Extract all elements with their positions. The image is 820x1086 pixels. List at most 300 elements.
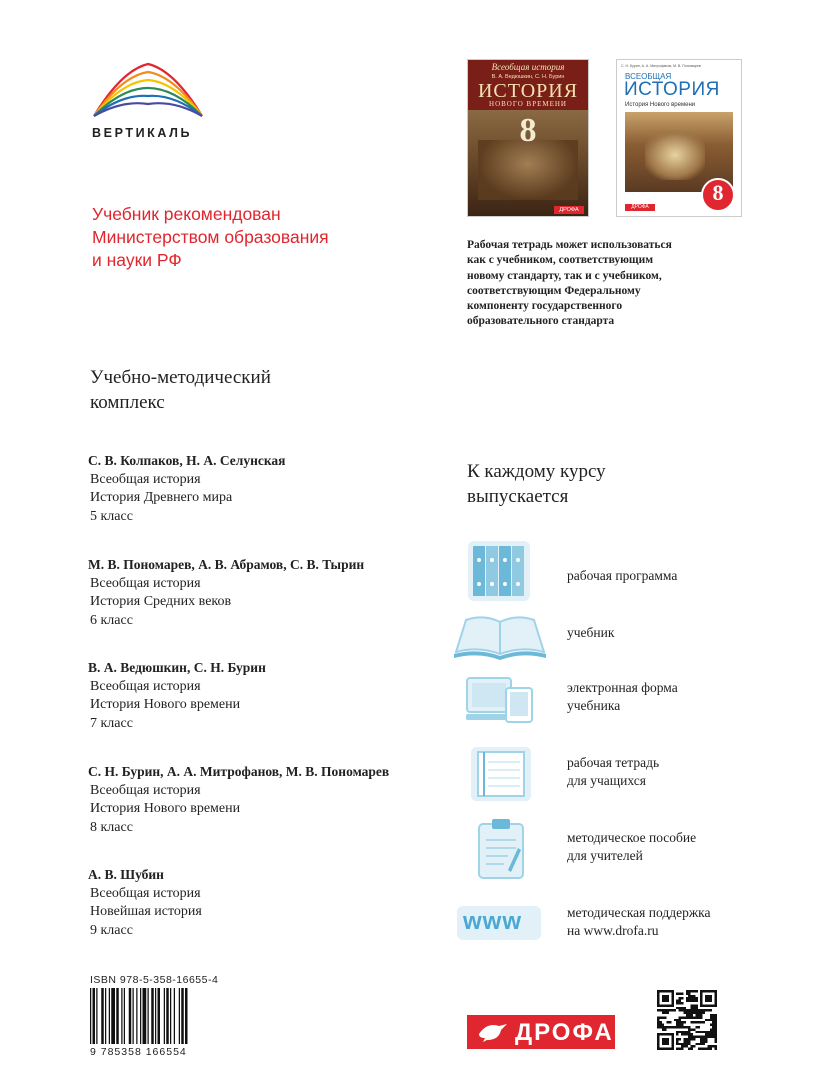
- cover2-title: ИСТОРИЯ: [624, 79, 720, 100]
- qr-module: [703, 1012, 705, 1014]
- cover1-publisher: ДРОФА: [554, 206, 584, 214]
- qr-module: [669, 1004, 671, 1006]
- barcode-bar: [124, 988, 125, 1044]
- course-grade: 5 класс: [90, 508, 133, 524]
- component-line: рабочая тетрадь: [567, 755, 660, 770]
- qr-module: [691, 1007, 693, 1009]
- qr-module: [712, 1033, 714, 1035]
- component-label: [567, 624, 767, 642]
- program-icon: [467, 540, 531, 602]
- barcode-bar: [140, 988, 141, 1044]
- course-subject: Всеобщая история: [90, 678, 201, 694]
- qr-module: [705, 995, 707, 997]
- qr-module: [659, 1033, 661, 1035]
- qr-module: [662, 1004, 664, 1006]
- qr-module: [691, 997, 693, 999]
- barcode: [90, 988, 222, 1044]
- qr-module: [679, 1043, 681, 1045]
- qr-module: [664, 1009, 666, 1011]
- qr-module: [703, 1048, 705, 1050]
- course-grade-5: [90, 452, 285, 526]
- qr-module: [712, 1026, 714, 1028]
- qr-module: [712, 990, 714, 992]
- qr-module: [688, 1043, 690, 1045]
- qr-module: [688, 1038, 690, 1040]
- qr-module: [700, 1043, 702, 1045]
- qr-module: [681, 992, 683, 994]
- component-line: на www.drofa.ru: [567, 923, 659, 938]
- qr-module: [703, 1021, 705, 1023]
- barcode-bar: [164, 988, 165, 1044]
- qr-module: [707, 1009, 709, 1011]
- qr-module: [715, 1024, 717, 1026]
- qr-module: [705, 1004, 707, 1006]
- qr-module: [715, 992, 717, 994]
- course-grade-6: [90, 556, 364, 630]
- qr-module: [671, 1004, 673, 1006]
- qr-module: [710, 997, 712, 999]
- qr-module: [657, 1024, 659, 1026]
- qr-module: [705, 1031, 707, 1033]
- qr-module: [695, 1004, 697, 1006]
- qr-module: [707, 1036, 709, 1038]
- qr-module: [700, 997, 702, 999]
- component-line: учебник: [567, 625, 615, 640]
- qr-module: [693, 1038, 695, 1040]
- qr-module: [664, 1012, 666, 1014]
- component-label: [567, 567, 767, 585]
- qr-module: [664, 1028, 666, 1030]
- qr-module: [671, 1033, 673, 1035]
- qr-module: [715, 1002, 717, 1004]
- cover2-subtitle: История Нового времени: [625, 102, 696, 108]
- cover1-title: ИСТОРИЯ: [477, 80, 579, 102]
- qr-module: [679, 1007, 681, 1009]
- cover1-subtitle: НОВОГО ВРЕМЕНИ: [489, 100, 567, 108]
- qr-module: [693, 1004, 695, 1006]
- qr-module: [657, 995, 659, 997]
- qr-module: [683, 1031, 685, 1033]
- qr-module: [657, 1026, 659, 1028]
- recommendation-line: и науки РФ: [92, 250, 182, 270]
- qr-module: [715, 1038, 717, 1040]
- each-course-heading: [467, 459, 727, 509]
- qr-module: [686, 1031, 688, 1033]
- qr-module: [688, 1026, 690, 1028]
- qr-module: [688, 1036, 690, 1038]
- barcode-bar: [96, 988, 97, 1044]
- qr-module: [667, 1009, 669, 1011]
- qr-module: [700, 1009, 702, 1011]
- qr-module: [700, 1021, 702, 1023]
- qr-module: [698, 1036, 700, 1038]
- qr-module: [700, 992, 702, 994]
- qr-module: [664, 1038, 666, 1040]
- qr-module: [657, 1021, 659, 1023]
- qr-module: [657, 997, 659, 999]
- qr-module: [705, 1038, 707, 1040]
- qr-module: [659, 1026, 661, 1028]
- course-title: История Древнего мира: [90, 490, 233, 505]
- qr-module: [710, 1033, 712, 1035]
- qr-module: [703, 1031, 705, 1033]
- qr-module: [693, 1021, 695, 1023]
- barcode-bar: [185, 988, 188, 1044]
- qr-module: [703, 1009, 705, 1011]
- qr-module: [695, 1012, 697, 1014]
- qr-module: [691, 1016, 693, 1018]
- qr-module: [715, 1028, 717, 1030]
- qr-module: [667, 1000, 669, 1002]
- barcode-bar: [133, 988, 134, 1044]
- qr-module: [676, 1024, 678, 1026]
- qr-module: [679, 1038, 681, 1040]
- qr-module: [707, 997, 709, 999]
- qr-code: [657, 990, 717, 1050]
- recommendation-line: Министерством образования: [92, 227, 329, 247]
- workbook-note: [467, 238, 757, 330]
- qr-module: [667, 1038, 669, 1040]
- qr-module: [676, 1033, 678, 1035]
- qr-module: [715, 1014, 717, 1016]
- qr-module: [664, 1048, 666, 1050]
- qr-module: [715, 997, 717, 999]
- qr-module: [707, 1045, 709, 1047]
- qr-module: [707, 995, 709, 997]
- qr-module: [657, 1040, 659, 1042]
- qr-module: [707, 1000, 709, 1002]
- qr-module: [691, 1012, 693, 1014]
- qr-module: [662, 1033, 664, 1035]
- course-title: История Нового времени: [90, 801, 241, 816]
- qr-module: [693, 990, 695, 992]
- note-line: Рабочая тетрадь может использоваться: [467, 239, 672, 251]
- devices-icon: [466, 676, 534, 724]
- qr-module: [676, 1019, 678, 1021]
- qr-module: [676, 1031, 678, 1033]
- qr-module: [674, 1009, 676, 1011]
- cover1-series: Всеобщая история: [491, 62, 565, 72]
- qr-module: [695, 1009, 697, 1011]
- qr-module: [710, 1000, 712, 1002]
- qr-module: [671, 1026, 673, 1028]
- qr-module: [657, 1004, 659, 1006]
- barcode-bar: [121, 988, 122, 1044]
- qr-module: [710, 1024, 712, 1026]
- qr-module: [662, 1026, 664, 1028]
- course-grade-9: [90, 866, 202, 940]
- course-grade: 8 класс: [90, 819, 133, 835]
- qr-module: [657, 1048, 659, 1050]
- component-line: методическое пособие: [567, 830, 697, 845]
- qr-module: [679, 1021, 681, 1023]
- clipboard-icon: [478, 818, 524, 880]
- qr-module: [707, 990, 709, 992]
- qr-module: [703, 990, 705, 992]
- course-grade: 6 класс: [90, 612, 133, 628]
- qr-module: [683, 1043, 685, 1045]
- qr-module: [657, 1019, 659, 1021]
- qr-module: [700, 1016, 702, 1018]
- qr-module: [659, 1024, 661, 1026]
- recommendation-text: [92, 203, 422, 272]
- course-authors: А. В. Шубин: [88, 867, 164, 882]
- qr-module: [715, 1036, 717, 1038]
- qr-module: [662, 995, 664, 997]
- qr-module: [707, 1031, 709, 1033]
- qr-module: [700, 1040, 702, 1042]
- qr-module: [669, 1048, 671, 1050]
- qr-module: [662, 1016, 664, 1018]
- qr-module: [691, 1033, 693, 1035]
- qr-module: [681, 1016, 683, 1018]
- qr-module: [705, 1009, 707, 1011]
- qr-module: [705, 1036, 707, 1038]
- qr-module: [664, 997, 666, 999]
- qr-module: [686, 1016, 688, 1018]
- qr-module: [686, 1043, 688, 1045]
- qr-module: [700, 995, 702, 997]
- qr-module: [671, 1009, 673, 1011]
- qr-module: [705, 997, 707, 999]
- qr-module: [671, 997, 673, 999]
- component-line: для учителей: [567, 848, 643, 863]
- qr-module: [683, 1045, 685, 1047]
- qr-module: [691, 990, 693, 992]
- qr-module: [676, 1021, 678, 1023]
- qr-module: [712, 1004, 714, 1006]
- qr-module: [710, 990, 712, 992]
- notebook-icon: [470, 746, 532, 802]
- qr-module: [686, 992, 688, 994]
- qr-module: [679, 997, 681, 999]
- qr-module: [691, 1036, 693, 1038]
- qr-module: [667, 995, 669, 997]
- qr-module: [683, 1007, 685, 1009]
- qr-module: [705, 990, 707, 992]
- qr-module: [688, 1040, 690, 1042]
- course-grade: 7 класс: [90, 715, 133, 731]
- qr-module: [707, 1019, 709, 1021]
- cover2-series: ВСЕОБЩАЯ: [625, 72, 672, 81]
- qr-module: [693, 1012, 695, 1014]
- qr-module: [693, 1016, 695, 1018]
- qr-module: [676, 992, 678, 994]
- isbn: ISBN 978-5-358-16655-4: [90, 974, 219, 986]
- qr-module: [679, 1031, 681, 1033]
- qr-module: [676, 1048, 678, 1050]
- qr-module: [693, 995, 695, 997]
- qr-module: [659, 1016, 661, 1018]
- component-line: рабочая программа: [567, 568, 678, 583]
- qr-module: [710, 1045, 712, 1047]
- qr-module: [715, 1031, 717, 1033]
- qr-module: [657, 1045, 659, 1047]
- component-label: [567, 754, 767, 790]
- qr-module: [688, 1048, 690, 1050]
- qr-module: [657, 1033, 659, 1035]
- note-line: новому стандарту, так и с учебником,: [467, 269, 662, 282]
- qr-module: [659, 1004, 661, 1006]
- qr-module: [662, 990, 664, 992]
- qr-module: [662, 1038, 664, 1040]
- qr-module: [686, 997, 688, 999]
- qr-module: [686, 990, 688, 992]
- qr-module: [679, 1026, 681, 1028]
- qr-module: [688, 992, 690, 994]
- qr-module: [657, 1038, 659, 1040]
- qr-module: [662, 1048, 664, 1050]
- qr-module: [700, 1048, 702, 1050]
- course-authors: В. А. Ведюшкин, С. Н. Бурин: [88, 660, 266, 675]
- qr-module: [657, 1016, 659, 1018]
- qr-module: [698, 1043, 700, 1045]
- qr-module: [657, 992, 659, 994]
- qr-module: [671, 1048, 673, 1050]
- qr-module: [715, 1016, 717, 1018]
- qr-module: [676, 1040, 678, 1042]
- qr-module: [662, 1000, 664, 1002]
- qr-module: [707, 1033, 709, 1035]
- qr-module: [698, 1012, 700, 1014]
- qr-module: [676, 1043, 678, 1045]
- component-label: [567, 679, 767, 715]
- qr-module: [681, 1007, 683, 1009]
- qr-module: [691, 995, 693, 997]
- qr-module: [657, 1009, 659, 1011]
- course-authors: М. В. Пономарев, А. В. Абрамов, С. В. Тырин: [88, 557, 365, 572]
- course-grade-8: [90, 763, 389, 837]
- qr-module: [703, 1036, 705, 1038]
- qr-module: [664, 990, 666, 992]
- course-grade-7: [90, 659, 266, 733]
- qr-module: [667, 1004, 669, 1006]
- barcode-bar: [181, 988, 184, 1044]
- qr-module: [710, 995, 712, 997]
- qr-module: [700, 1031, 702, 1033]
- qr-module: [688, 1033, 690, 1035]
- component-line: учебника: [567, 698, 621, 713]
- qr-module: [662, 1043, 664, 1045]
- qr-module: [715, 1045, 717, 1047]
- qr-module: [667, 1033, 669, 1035]
- note-line: компоненту государственного: [467, 300, 623, 313]
- qr-module: [703, 1040, 705, 1042]
- qr-module: [671, 995, 673, 997]
- qr-module: [676, 1038, 678, 1040]
- qr-module: [688, 1028, 690, 1030]
- barcode-bar: [158, 988, 161, 1044]
- barcode-bar: [93, 988, 96, 1044]
- qr-module: [683, 1009, 685, 1011]
- qr-module: [667, 1043, 669, 1045]
- qr-module: [671, 1002, 673, 1004]
- qr-module: [691, 1045, 693, 1047]
- qr-module: [712, 1019, 714, 1021]
- qr-module: [710, 1031, 712, 1033]
- qr-module: [664, 1004, 666, 1006]
- qr-module: [671, 1045, 673, 1047]
- qr-module: [715, 1000, 717, 1002]
- qr-module: [667, 990, 669, 992]
- qr-module: [683, 1012, 685, 1014]
- qr-module: [691, 1014, 693, 1016]
- qr-module: [703, 1038, 705, 1040]
- barcode-bar: [143, 988, 147, 1044]
- www-icon: [457, 906, 541, 940]
- qr-module: [676, 1026, 678, 1028]
- vertical-logo: [92, 58, 204, 120]
- qr-module: [698, 1016, 700, 1018]
- course-title: История Нового времени: [90, 697, 241, 712]
- barcode-bar: [111, 988, 115, 1044]
- qr-module: [662, 1040, 664, 1042]
- qr-module: [671, 1036, 673, 1038]
- qr-module: [712, 1021, 714, 1023]
- barcode-bar: [90, 988, 91, 1044]
- barcode-bar: [174, 988, 175, 1044]
- qr-module: [659, 1009, 661, 1011]
- qr-module: [671, 992, 673, 994]
- qr-module: [693, 1000, 695, 1002]
- qr-module: [667, 1012, 669, 1014]
- course-subject: Всеобщая история: [90, 782, 201, 798]
- qr-module: [664, 1033, 666, 1035]
- qr-module: [705, 1040, 707, 1042]
- qr-module: [700, 990, 702, 992]
- qr-module: [700, 1036, 702, 1038]
- qr-module: [712, 1014, 714, 1016]
- qr-module: [703, 1043, 705, 1045]
- qr-module: [693, 1036, 695, 1038]
- qr-module: [669, 990, 671, 992]
- qr-module: [695, 990, 697, 992]
- each-course-line: К каждому курсу: [467, 461, 606, 482]
- barcode-bar: [101, 988, 104, 1044]
- qr-module: [664, 1040, 666, 1042]
- qr-module: [712, 1028, 714, 1030]
- cover2-grade: 8: [712, 180, 724, 205]
- qr-module: [657, 1000, 659, 1002]
- qr-module: [681, 1002, 683, 1004]
- qr-module: [686, 1038, 688, 1040]
- qr-module: [688, 997, 690, 999]
- barcode-bar: [129, 988, 132, 1044]
- qr-module: [683, 1038, 685, 1040]
- course-grade: 9 класс: [90, 922, 133, 938]
- qr-module: [705, 1000, 707, 1002]
- qr-module: [695, 1043, 697, 1045]
- book-icon: [452, 612, 548, 660]
- qr-module: [679, 1024, 681, 1026]
- qr-module: [671, 990, 673, 992]
- qr-module: [662, 1009, 664, 1011]
- barcode-bar: [105, 988, 106, 1044]
- qr-module: [679, 1002, 681, 1004]
- qr-module: [698, 1048, 700, 1050]
- qr-module: [686, 1012, 688, 1014]
- qr-module: [691, 1048, 693, 1050]
- barcode-number: 9 785358 166554: [90, 1046, 187, 1058]
- publisher-logo: [467, 1015, 615, 1049]
- course-authors: С. Н. Бурин, А. А. Митрофанов, М. В. Пономарев: [88, 764, 390, 779]
- barcode-bar: [116, 988, 119, 1044]
- qr-module: [669, 1009, 671, 1011]
- qr-module: [664, 995, 666, 997]
- qr-module: [683, 1026, 685, 1028]
- qr-module: [705, 1048, 707, 1050]
- course-subject: Всеобщая история: [90, 471, 201, 487]
